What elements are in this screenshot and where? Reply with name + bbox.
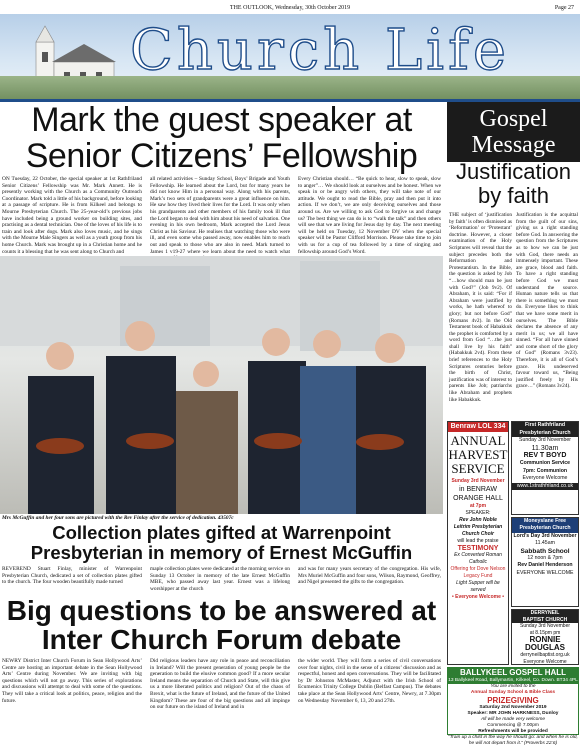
section-title: Church Life [130,18,510,83]
ad-title: PRIZEGIVING [487,696,539,705]
ad-speaker-first: RONNIE [529,635,561,645]
ad-invite: You are invited to the [490,684,536,689]
main-headline: Mark the guest speaker at Senior Citizens’ Fellowship [25,101,418,175]
page-number: Page 27 [554,5,574,11]
ad-service: Communion Service [519,459,571,466]
ad-time: 11.45am [535,540,555,547]
mark-article-col-3: Every Christian should… “Be quick to hear, slow to speak, slow to anger”… We should look at ourselves and be honest. When we speak in or be angry with others, they will take note of our attitude. We ought to read the Bible, pray and then put it into action. If we don’t, we are only deceiving ourselves and those around us. Are we willing to ask God to forgive us and change us? The best thing we can do is to “walk the talk” and then others will see that we are living for Jesus day by day. The next meeting will be held on Tuesday, 12 November DV when the special speaker will be Pastor Clifford Morrison. Please take time to join with us for a cup of tea followed by a time of singing and fellowship around God’s Word. [298,176,441,255]
ad-welcome: Everyone Welcome [523,658,567,665]
forum-headline: Big questions to be answered at Inter Church Forum debate [6,595,437,655]
ad-testimony: TESTIMONY [457,545,499,552]
church-life-banner [0,14,580,102]
ad-choir: Leitrim Presbyterian Church Choir [453,524,503,537]
newspaper-dateline: THE OUTLOOK, Wednesday, 30th October 2019 [229,5,351,11]
photo-caption: Mrs McGuffin and her four sons are pictured with the Rev Finlay after the service of dedication. 43507c [2,515,234,521]
ad-time: 11.30am [531,444,559,452]
ad-venue: in BENRAW ORANGE HALL [453,486,503,502]
forum-col-2: Did religious leaders have any role in peace and reconciliation in Ireland? Will the present generation of young people be the generation to build the elusive common good? If a more secular Ireland means the separation of Church and State, will this give us a more liberated politics and religion? Out of the chaos of Brexit, what is the future of Ireland, and the future of the United Kingdom? These are four of the big questions and all impinge on our future on the island of Ireland and in [150,658,290,711]
ad-refreshments: Refreshments will be provided [478,729,548,734]
group-photo [0,256,443,514]
forum-col-1: NEWRY District Inter Church Forum in Sean Hollywood Arts’ Centre are hosting an important debate in the Sean Hollywood Arts’ Centre during November. We are inviting with big questions which will not go away. This series of explorations and discussions will attempt to deal with some of the questions. They will take a critical look at politics, peace, religion and the future. [2,658,142,704]
ad-heading-2: BAPTIST CHURCH [512,617,578,624]
ad-heading-2: Presbyterian Church [512,430,578,438]
ad-testimony-by: Ex Converted Roman Catholic [454,552,502,565]
derryneil-ad [511,609,579,665]
ad-title: ANNUAL HARVEST SERVICE [448,433,508,476]
ad-times: 12 noon & 7pm [527,555,563,562]
ad-welcome: • Everyone Welcome • [451,594,505,600]
ad-website: www.1strathfriland.co.uk [512,483,578,491]
ad-supper: Light Supper will be served [456,580,500,593]
forum-col-3: the wider world. They will form a series of civil conversations over four nights, civil in the sense of a citizens’ discussion and as respectful, honest and open conversations. They will be facilitated by Dr Johnston McMaster, Adjunct with the Irish School of Ecumenics Trinity College Dublin (Belfast Campus). The debates take place at the Sean Hollywood Arts’ Centre, Newry, at 7.30pm on Wednesday November 6, 13, 20 and 27th. [298,658,441,704]
moneyslane-ad [511,517,579,607]
ad-speaker: Rev John Noble [459,517,497,523]
ad-heading-2: Presbyterian Church [512,525,578,532]
ad-speaker: REV T BOYD [523,452,567,460]
ad-date: Saturday 2nd November 2019 [479,705,547,710]
mark-article-col-1: ON Tuesday, 22 October, the special speaker at 1st Rathfriland Senior Citizens’ Fellowship was Mr. Mark Annett. He is presently working with the Church as a Community Outreach Coordinator. Mark told a little of his background, before looking at a passage of scripture. He is from Kilkeel and belongs to Mourne Presbyterian Church. The 25-year-old’s previous jobs have included being a ground worker on building sites, and practising as a dental technician. One of the loves of his life is to train and look after dogs. Mark also loves music, and he sings with the Mourne Male Singers as well as a youth group from his home Church. Mark was brought up in a Christian home and he counts it a blessing that he was sent along to Church and [2,176,142,255]
ad-offering: Offering for Dove Nelson Legacy Fund [450,566,506,579]
ad-website: derryneilbaptist.org.uk [520,652,570,659]
ad-speaker-last: DOUGLAS [525,643,565,653]
ad-date: Sunday 3rd November [519,437,571,444]
ad-welcome: All will be made very welcome [481,717,545,722]
ad-heading: Benraw LOL 334 [448,422,508,432]
ad-praise: will lead the praise [457,538,499,544]
plates-col-1: REVEREND Stuart Finlay, minister of Warrenpoint Presbyterian Church, dedicated a set of collection plates gifted to the church. The four wooden beautifully made turned [2,566,142,586]
ad-verse: “Train up a child in the way he should go: and when he is old, he will not depart from it.” (Proverbs 22:6) [448,735,578,746]
benraw-harvest-ad [447,421,509,665]
ad-heading: Moneyslane Free [512,518,578,525]
plates-headline: Collection plates gifted at Warrenpoint Presbyterian in memory of Ernest McGuffin [30,522,413,563]
gospel-col-1: THE subject of ‘justification by faith’ is often dismissed as ‘Reformation’ or ‘Protestant’ doctrine. However, a closer examination of the Holy Scriptures will reveal that the subject precedes both the Reformation and Protestantism. In the Bible, the question is asked by Job “…how should man be just with God?” (Job 9v2). Of Abraham, it is said: “For if Abraham were justified by works, he hath whereof to glory; but not before God” (Romans 4v2). In the Old Testament book of Habakkuk the prophet is comforted by a word from God “…the just shall live by his faith” (Habakkuk 2v4). From these brief references to the Holy Scriptures centuries before the birth of Christ, justification was of interest to parents like Job; patriarchs like Abraham and prophets like Habakkuk. [449,212,512,403]
ad-speaker: Speaker: MR JOHN HARKNESS, Dunloy [467,711,559,716]
group-photo-illustration [0,256,443,514]
ad-date: Sunday 3rd November [519,623,571,630]
ad-speaker-label: SPEAKER: [465,510,491,516]
ad-heading: DERRYNEIL [512,610,578,617]
ad-minister: Rev Daniel Henderson [517,562,573,569]
ad-welcome: EVERYONE WELCOME [516,569,574,576]
ad-evening: 7pm: Communion [522,467,568,474]
gospel-title: Justification by faith [456,159,571,208]
ad-time: Commencing @ 7.00pm [487,723,539,728]
plates-col-3: and was for many years secretary of the congregation. His wife, Mrs Muriel McGuffin and four sons, Wilson, Raymond, Geoffrey, and Nigel presented the gifts to the congregation. [298,566,441,586]
ballykeel-prizegiving-ad [447,667,579,746]
ad-heading: BALLYKEEL GOSPEL HALL [448,668,578,678]
ad-heading: First Rathfriland [512,422,578,430]
ad-event: Annual Sunday School & Bible Class [470,690,556,695]
ad-date: Sunday 3rd November [451,478,505,484]
gospel-message-box: Gospel Message [447,102,580,162]
gospel-col-2: Justification is the acquittal from the guilt of our sins, giving us a right standing before God. In answering the question from the Scriptures as to how we can be just with God, there needs an immensely important. These are grace, blood and faith. To have a right standing before God we must understand the source. Human nature tells us that there is something we must do. Everyone likes to think that we have some merit in ourselves. The Bible declares the absence of any merit in us; we all have sinned. “For all have sinned and come short of the glory of God” (Romans 3v23). Therefore, it is all of God’s grace. His undeserved favour toward us, “Being justified freely by His grace…” (Romans 3v24). [516,212,578,390]
ad-welcome: Everyone Welcome [522,475,568,482]
ad-time: at 7pm [469,503,487,509]
mark-article-col-2: all related activities – Sunday School, Boys’ Brigade and Youth Fellowship. He learned about the Lord, but for many years he did not know Him in a personal way. Along with his parents, Mark’s two sets of grandparents were a great influence on him. He saw how they lived their lives for the Lord. It was only when his grandparents and other members of his family took ill that the Lord began to deal with him about his need of salvation. One evening in his own bedroom, Mark accepted the Lord Jesus Christ as his Saviour. He realises that watching those who were ill, and even some who passed away, now enables him to reach out and speak to those who are also in need. Mark turned to James 1 v19-27 where we learn about the need to watch what [150,176,290,255]
first-rathfriland-ad [511,421,579,515]
ad-time: at 8.15pm pm [529,629,561,636]
ad-address: 13 Ballykeel Road, Ballymartin, Kilkeel, Co. Down. BT34 4PL [448,678,578,683]
plates-col-2: maple collection plates were dedicated at the morning service on Sunday 13 October in memory of the late Ernest McGuffin MBE, who passed away last year. Ernest was a lifelong worshipper at the church [150,566,290,592]
ad-date: Lord’s Day 3rd November [513,532,577,539]
ad-sabbath: Sabbath School [520,547,570,555]
